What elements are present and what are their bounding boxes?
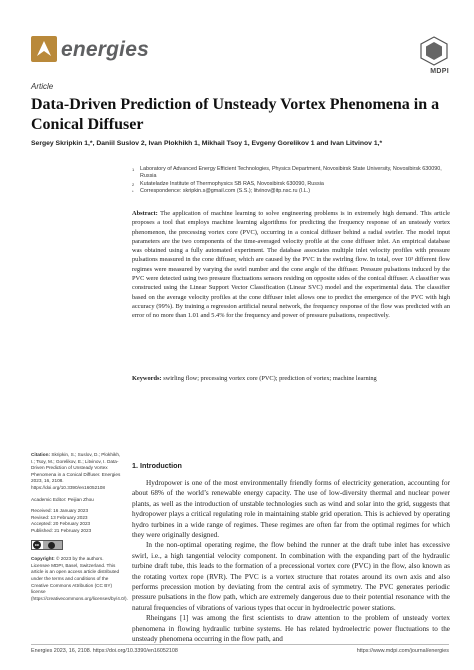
copyright-text: © 2023 by the authors. Licensee MDPI, Basel, Switzerland. This article is an open access article distributed under the terms and conditions of the Creative Commons Attribution (CC BY) license (https://creativecommons.org/licenses/by/4.0/). xyxy=(31,556,128,601)
copyright xyxy=(31,556,128,602)
abstract-text: The application of machine learning to solve engineering problems is in extremely high demand. This article proposes a tool that employs machine learning algorithms for predicting the frequency response of an unsteady vortex phenomenon, the precessing vortex core (PVC), occurring in a conical diffuser behind a radial swirler. The model input parameters are the two components of the time-averaged velocity profile at the cone diffuser inlet. An empirical database was obtained using a fully automated experiment. The database associates multiple inlet velocity profiles with pressure pulsations measured in the cone diffuser, which are caused by the PVC in the swirling flow. In total, over 10³ different flow regimes were measured by varying the swirl number and the cone angle of the diffuser. Pressure pulsations induced by the PVC were detected using two pressure fluctuations sensors residing on opposite sides of the conical diffuser. A classifier was constructed using the Linear Support Vector Classification (Linear SVC) model and the experimental data. The classifier based on the average velocity profiles at the cone diffuser inlet allows one to predict the emergence of the PVC with high accuracy (99%). By training a regression artificial neural network, the frequency response of the flow was predicted with an error of no more than 1.01 and 5.4% for the frequency and power of pressure pulsations, respectively. xyxy=(132,210,450,320)
journal-header xyxy=(31,36,449,75)
affiliation-item xyxy=(132,181,452,188)
affiliation-text: Laboratory of Advanced Energy Efficient Technologies, Physics Department, Novosibirsk State University, Novosibirsk 630090, Russia xyxy=(140,166,442,180)
affiliation-number: 1 xyxy=(132,167,135,172)
keywords-label: Keywords: xyxy=(132,375,162,382)
author-list: Sergey Skripkin 1,*, Daniil Suslov 2, Ivan Plokhikh 1, Mikhail Tsoy 1, Evgeny Gorelikov 1 and Ivan Litvinov 1,* xyxy=(31,140,383,147)
abstract xyxy=(132,209,450,321)
citation-label: Citation: xyxy=(31,452,51,457)
cc-icon: cc xyxy=(34,542,40,548)
dates xyxy=(31,508,123,534)
affiliation-number: 2 xyxy=(132,181,135,187)
abstract-label: Abstract: xyxy=(132,210,158,217)
mdpi-logo-icon[interactable] xyxy=(419,36,449,66)
affiliation-text: Kutateladze Institute of Thermophysics SB RAS, Novosibirsk 630090, Russia xyxy=(140,180,324,187)
received-date: Received: 16 January 2023 xyxy=(31,508,89,514)
correspondence xyxy=(132,188,452,195)
article-title: Data-Driven Prediction of Unsteady Vortex Phenomena in a Conical Diffuser xyxy=(31,96,440,133)
article-sidebar xyxy=(31,452,128,607)
body-text xyxy=(132,478,450,645)
affiliation-number: * xyxy=(132,189,134,195)
footer-divider xyxy=(31,644,449,645)
academic-editor: Academic Editor: Peijian Zhou xyxy=(31,496,94,502)
publisher-name: MDPI xyxy=(430,68,449,75)
footer-citation[interactable]: Energies 2023, 16, 2108. https://doi.org/10.3390/en16052108 xyxy=(31,648,178,654)
citation-text[interactable]: Skripkin, S.; Suslov, D.; Plokhikh, I.; Tsoy, M.; Gorelikov, E.; Litvinov, I. Data-Driven Prediction of Unsteady Vortex Phenomena in a Conical Diffuser. Energies 2023, 16, 2108. https://doi.org/10.3390/en16052108 xyxy=(31,452,121,490)
correspondence-text[interactable]: Correspondence: skripkin.s@gmail.com (S.S.); litvinov@itp.nsc.ru (I.L.) xyxy=(140,188,311,195)
accepted-date: Accepted: 20 February 2023 xyxy=(31,521,91,527)
keywords-text: swirling flow; precessing vortex core (PVC); prediction of vortex; machine learning xyxy=(163,375,377,382)
journal-logo-icon xyxy=(31,36,57,62)
paragraph: Hydropower is one of the most environmentally friendly forms of electricity generation, accounting for about 68% of the world’s renewable energy capacity. The use of low-diversity thermal and nuclear power plants, as well as the introduction of unstable technologies such as wind and solar into the grid, suggests that hydropower plays a critical regulating role in maintaining stable grid operation. This is achieved by operating hydro turbines in a wide range of regimes. These regimes are often far from the optimal regimes for which they were originally designed. xyxy=(132,479,450,540)
paragraph: Rheingans [1] was among the first scientists to draw attention to the problem of unsteady vortex phenomena in flowing hydraulic turbine systems. He has related hydroelectric power fluctuations to the unsteady phenomena occurring in the flow path, and xyxy=(132,614,450,644)
affiliations xyxy=(132,166,452,196)
journal-name[interactable]: energies xyxy=(61,38,149,61)
published-date: Published: 21 February 2023 xyxy=(31,527,92,533)
paragraph: In the non-optimal operating regime, the flow behind the runner at the draft tube inlet has excessive swirl, i.e., a high tangential velocity component. In combination with the expanding part of the hydraulic turbine draft tube, this leads to the formation of a precessional vortex core (PVC) in the flow, also known as the rotating vortex rope (RVR). The PVC is a vortex structure that rotates around its own axis and also performs precession motion by deviating from the central axis of symmetry. The PVC generates periodic pressure pulsations in the flow path, which are extremely dangerous due to their potential resonance with the natural frequencies of vibrations of various types that occur in hydroelectric power stations. xyxy=(132,541,450,612)
copyright-label: Copyright: xyxy=(31,556,55,562)
citation xyxy=(31,452,123,492)
affiliation-item xyxy=(132,166,452,181)
article-type: Article xyxy=(31,82,54,91)
revised-date: Revised: 13 February 2023 xyxy=(31,514,88,520)
footer-journal-link[interactable]: https://www.mdpi.com/journal/energies xyxy=(356,648,449,654)
keywords xyxy=(132,374,450,383)
cc-by-license-icon[interactable] xyxy=(31,540,63,550)
attribution-icon xyxy=(48,542,55,549)
section-heading: 1. Introduction xyxy=(132,461,182,470)
